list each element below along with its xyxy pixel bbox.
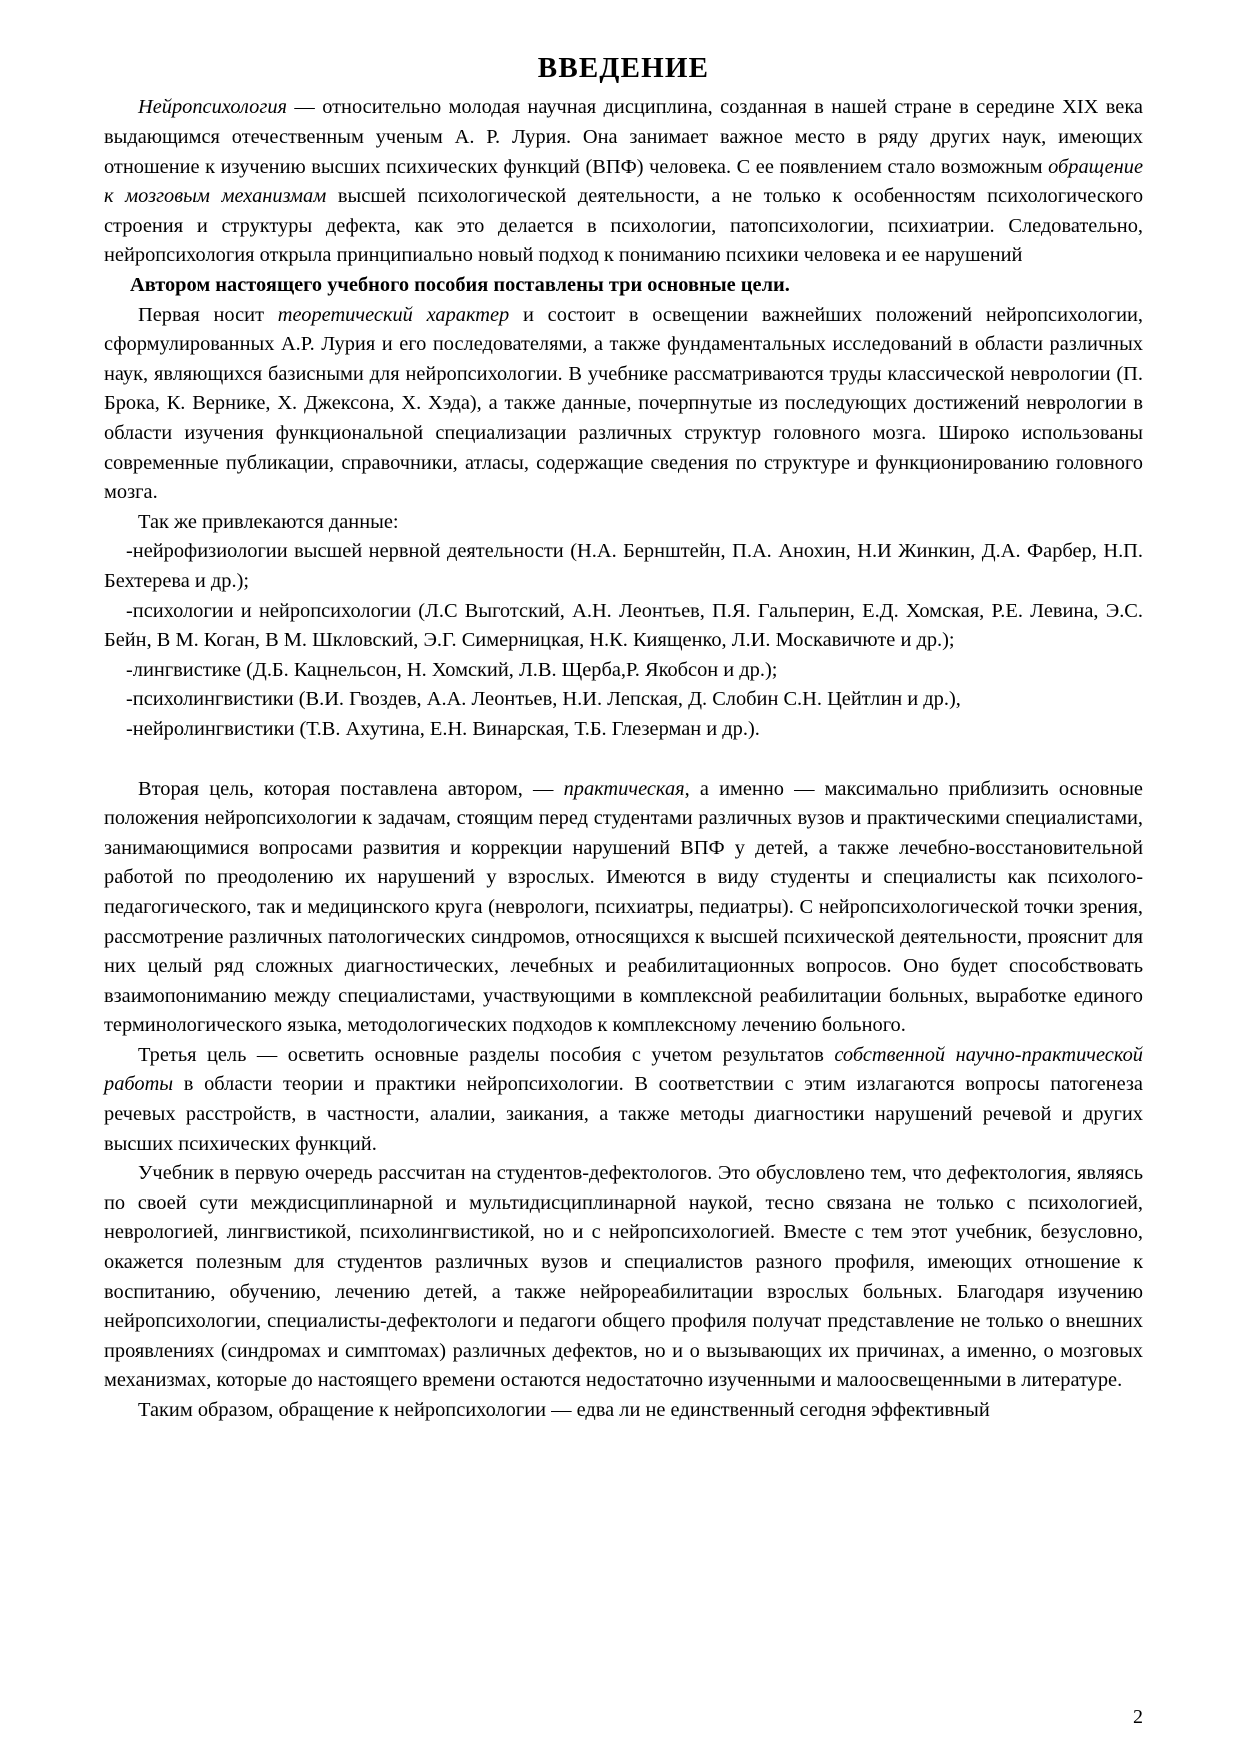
list-item: -лингвистике (Д.Б. Кацнельсон, Н. Хомский, Л.В. Щерба,Р. Якобсон и др.); [126,658,778,681]
paragraph-second-goal-part-a: Вторая цель, которая поставлена автором, — [138,777,564,800]
paragraph-spacer [104,745,1143,775]
page-number: 2 [1133,1706,1143,1728]
paragraph-three-goals-heading: Автором настоящего учебного пособия поставлены три основные цели. [130,274,790,297]
paragraph-introduction [104,93,1143,271]
paragraph-third-goal [104,1041,1143,1159]
paragraph-first-goal [104,301,1143,508]
list-item: -психологии и нейропсихологии (Л.С Выготский, А.Н. Леонтьев, П.Я. Гальперин, Е.Д. Хомская, Р.Е. Левина, Э.С. Бейн, В М. Коган, В М. Шкловский, Э.Г. Симерницкая, Н.К. Киященко, Л.И. Москавичюте и др.); [104,599,1143,652]
paragraph-first-goal-part-b: и состоит в освещении важнейших положений нейропсихологии, сформулированных А.Р. Лурия и его последователями, а также фундаментальных исследований в области различных наук, являющихся базисными для нейропсихологии. В учебнике рассматриваются труды классической неврологии (П. Брока, К. Вернике, Х. Джексона, Х. Хэда), а также данные, почерпнутые из последующих достижений неврологии в области изучения функциональной специализации различных структур головного мозга. Широко использованы современные публикации, справочники, атласы, содержащие сведения по структуре и функционированию головного мозга. [104,303,1144,504]
list-item: -нейрофизиологии высшей нервной деятельности (Н.А. Бернштейн, П.А. Анохин, Н.И Жинкин, Д.А. Фарбер, Н.П. Бехтерева и др.); [104,540,1143,592]
paragraph-target-audience: Учебник в первую очередь рассчитан на студентов-дефектологов. Это обусловлено тем, что дефектология, являясь по своей сути междисциплинарной и мультидисциплинарной наукой, тесно связана не только с психологией, неврологией, лингвистикой, психолингвистикой, но и с нейропсихологией. Вместе с тем этот учебник, безусловно, окажется полезным для студентов различных вузов и специалистов разного профиля, имеющих отношение к воспитанию, обучению, лечению детей, а также нейрореабилитации взрослых больных. Благодаря изучению нейропсихологии, специалисты-дефектологи и педагоги общего профиля получат представление не только о внешних проявлениях (синдромах и симптомах) различных дефектов, но и о вызывающих их причинах, а именно, о мозговых механизмах, которые до настоящего времени остаются недостаточно изученными и малоосвещенными в литературе. [104,1162,1143,1392]
page-title: ВВЕДЕНИЕ [537,52,710,84]
emphasis-own-scientific-practical-work: собственной научно-практической работы [104,1043,1143,1096]
paragraph-third-goal-part-a: Третья цель — осветить основные разделы пособия с учетом результатов [138,1043,835,1066]
paragraph-introduction-part-a: — относительно молодая научная дисциплина, созданная в нашей стране в середине XIX века выдающимся отечественным ученым А. Р. Лурия. Она занимает важное место в ряду других наук, имеющих отношение к изучению высших психических функций (ВПФ) человека. С ее появлением стало возможным [104,96,1143,178]
paragraph-first-goal-part-a: Первая носит [138,303,278,326]
emphasis-practical: практическая [563,777,685,800]
term-neuropsychology: Нейропсихология [138,96,287,119]
paragraph-second-goal [104,775,1143,1041]
paragraph-introduction-part-b: высшей психологической деятельности, а не только к особенностям психологического строения и структуры дефекта, как это делается в психологии, патопсихологии, психиатрии. Следовательно, нейропсихология открыла принципиально новый подход к пониманию психики человека и ее нарушений [104,185,1144,267]
emphasis-theoretical-character: теоретический характер [277,303,510,326]
list-item: -нейролингвистики (Т.В. Ахутина, Е.Н. Винарская, Т.Б. Глезерман и др.). [126,717,760,740]
emphasis-brain-mechanisms: обращение к мозговым механизмам [104,155,1143,208]
paragraph-second-goal-part-b: , а именно — максимально приблизить основные положения нейропсихологии к задачам, стоящим перед студентами различных вузов и практическими специалистами, занимающимися вопросами развития и коррекции нарушений ВПФ у детей, а также лечебно-восстановительной работой по преодолению их нарушений у взрослых. Имеются в виду студенты и специалисты как психолого-педагогического, так и медицинского круга (неврологи, психиатры, педиатры). С нейропсихологической точки зрения, рассмотрение различных патологических синдромов, относящихся к высшей психической деятельности, прояснит для них целый ряд сложных диагностических, лечебных и реабилитационных вопросов. Оно будет способствовать взаимопониманию между специалистами, участвующими в комплексной реабилитации больных, выработке единого терминологического языка, методологических подходов к комплексному лечению больного. [104,777,1143,1037]
paragraph-conclusion-partial: Таким образом, обращение к нейропсихологии — едва ли не единственный сегодня эффективный [138,1399,990,1421]
paragraph-third-goal-part-b: в области теории и практики нейропсихологии. В соответствии с этим излагаются вопросы патогенеза речевых расстройств, в частности, алалии, заикания, а также методы диагностики нарушений речевой и других высших психических функций. [104,1073,1143,1155]
paragraph-data-sources-intro: Так же привлекаются данные: [138,510,399,533]
list-item: -психолингвистики (В.И. Гвоздев, А.А. Леонтьев, Н.И. Лепская, Д. Слобин С.Н. Цейтлин и др.), [126,688,961,711]
